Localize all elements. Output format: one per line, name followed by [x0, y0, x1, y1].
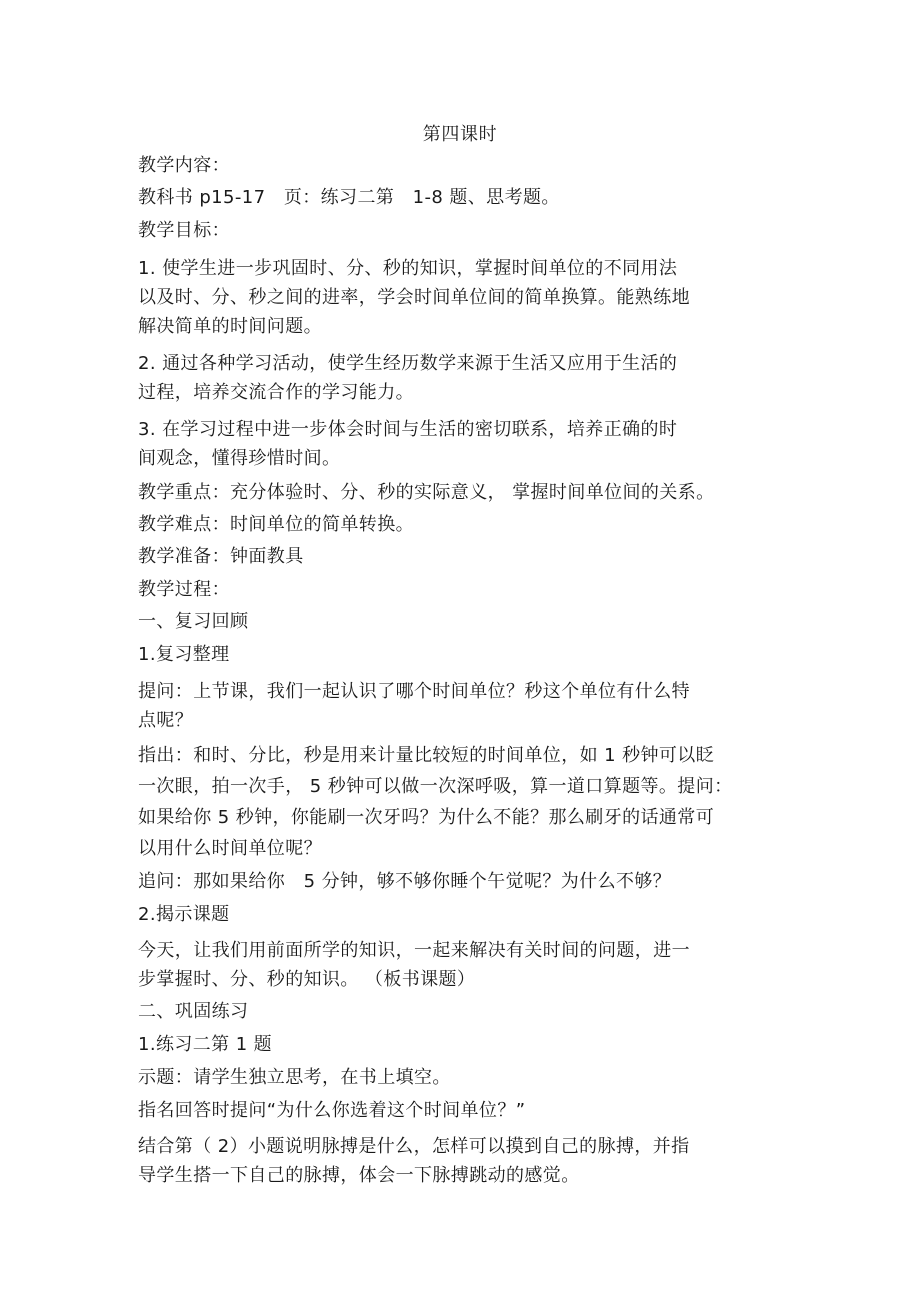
- text-line: 教学重点：充分体验时、分、秒的实际意义， 掌握时间单位间的关系。: [138, 482, 715, 503]
- text-line: 导学生搭一下自己的脉搏，体会一下脉搏跳动的感觉。: [138, 1165, 580, 1186]
- text-line: 以及时、分、秒之间的进率，学会时间单位间的简单换算。能熟练地: [138, 287, 690, 308]
- text-line: 解决简单的时间问题。: [138, 316, 322, 337]
- section-heading: 一、复习回顾: [138, 611, 249, 632]
- section-heading: 二、巩固练习: [138, 1001, 249, 1022]
- text-line: 教科书 p15-17 页：练习二第 1-8 题、思考题。: [138, 187, 560, 208]
- text-line: 指出：和时、分比，秒是用来计量比较短的时间单位，如 1 秒钟可以眨: [138, 745, 715, 766]
- text-line: 教学过程：: [138, 579, 230, 600]
- text-line: 间观念，懂得珍惜时间。: [138, 448, 341, 469]
- text-line: 如果给你 5 秒钟，你能刷一次牙吗？为什么不能？那么刷牙的话通常可: [138, 807, 715, 828]
- text-line: 一次眼，拍一次手， 5 秒钟可以做一次深呼吸，算一道口算题等。提问：: [138, 776, 733, 797]
- text-line: 点呢？: [138, 710, 194, 731]
- text-line: 过程，培养交流合作的学习能力。: [138, 382, 414, 403]
- text-line: 指名回答时提问“为什么你选着这个时间单位？”: [138, 1100, 526, 1121]
- text-line: 教学难点：时间单位的简单转换。: [138, 514, 414, 535]
- text-line: 步掌握时、分、秒的知识。 （板书课题）: [138, 969, 476, 990]
- text-line: 教学准备：钟面教具: [138, 546, 304, 567]
- text-line: 教学目标：: [138, 220, 230, 241]
- sub-heading: 1.复习整理: [138, 644, 230, 665]
- text-line: 3. 在学习过程中进一步体会时间与生活的密切联系，培养正确的时: [138, 419, 678, 440]
- text-line: 示题：请学生独立思考，在书上填空。: [138, 1067, 451, 1088]
- text-line: 教学内容：: [138, 155, 230, 176]
- sub-heading: 2.揭示课题: [138, 904, 230, 925]
- text-line: 提问：上节课，我们一起认识了哪个时间单位？秒这个单位有什么特: [138, 681, 690, 702]
- sub-heading: 1.练习二第 1 题: [138, 1034, 273, 1055]
- text-line: 追问：那如果给你 5 分钟，够不够你睡个午觉呢？为什么不够？: [138, 871, 672, 892]
- page-title: 第四课时: [422, 124, 498, 145]
- text-line: 结合第（ 2）小题说明脉搏是什么，怎样可以摸到自己的脉搏，并指: [138, 1136, 690, 1157]
- text-line: 今天，让我们用前面所学的知识，一起来解决有关时间的问题，进一: [138, 940, 690, 961]
- text-line: 以用什么时间单位呢？: [138, 838, 322, 859]
- text-line: 2. 通过各种学习活动，使学生经历数学来源于生活又应用于生活的: [138, 353, 678, 374]
- text-line: 1. 使学生进一步巩固时、分、秒的知识，掌握时间单位的不同用法: [138, 258, 678, 279]
